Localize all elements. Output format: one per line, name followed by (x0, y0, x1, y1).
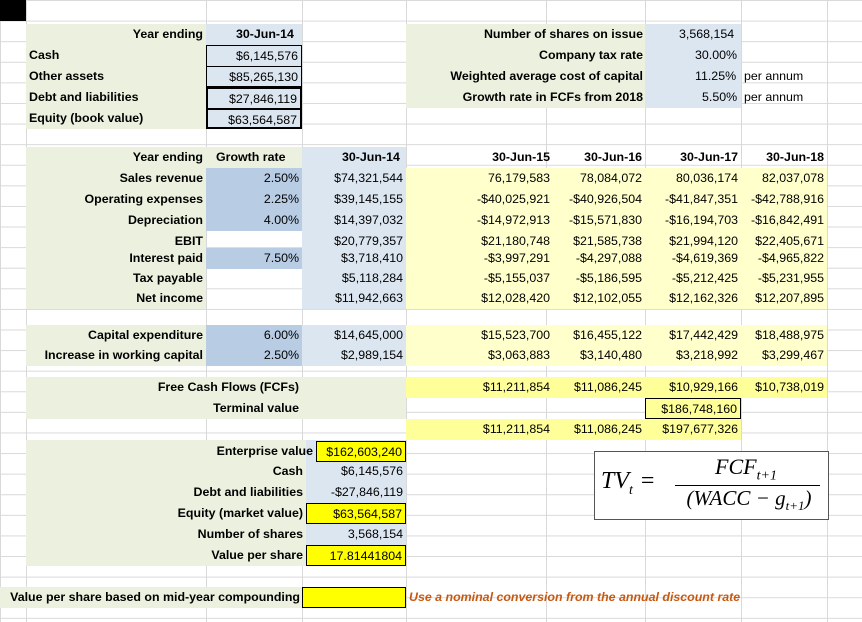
opex-2016[interactable]: -$40,926,504 (568, 192, 642, 206)
formula-lhs-sub: t (629, 482, 633, 498)
working-capital-2018[interactable]: $3,299,467 (761, 348, 824, 362)
fcf-label: Free Cash Flows (FCFs) (157, 380, 299, 394)
tax-payable-2016[interactable]: -$5,186,595 (575, 271, 642, 285)
fcf-2016[interactable]: $11,086,245 (574, 380, 642, 394)
interest-2016[interactable]: -$4,297,088 (575, 251, 642, 265)
valuation-debt-label: Debt and liabilities (193, 485, 303, 499)
net-income-2018[interactable]: $12,207,895 (755, 291, 824, 305)
total-2017[interactable]: $197,677,326 (662, 422, 738, 436)
terminal-value[interactable]: $186,748,160 (645, 398, 741, 419)
opex-2015[interactable]: -$40,025,921 (476, 192, 550, 206)
fcf-2015[interactable]: $11,211,854 (482, 380, 550, 394)
midyear-note: Use a nominal conversion from the annual discount rate (409, 590, 741, 604)
fcf-2018[interactable]: $10,738,019 (755, 380, 824, 394)
midyear-value[interactable] (302, 587, 406, 608)
net-income-2014[interactable]: $11,942,663 (335, 291, 403, 305)
interest-2018[interactable]: -$4,965,822 (757, 251, 824, 265)
depreciation-2017[interactable]: -$16,194,703 (664, 213, 738, 227)
sales-2017[interactable]: 80,036,174 (675, 171, 738, 185)
formula-numerator: FCF (715, 454, 757, 479)
tax-payable-2017[interactable]: -$5,212,425 (671, 271, 738, 285)
opex-label: Operating expenses (84, 192, 203, 206)
total-2015[interactable]: $11,211,854 (482, 422, 550, 436)
opex-growth[interactable]: 2.25% (263, 192, 299, 206)
growth-unit: per annum (744, 90, 804, 104)
wacc-value[interactable]: 11.25% (695, 69, 737, 83)
tax-rate-label: Company tax rate (539, 48, 643, 62)
tax-payable-label: Tax payable (132, 271, 203, 285)
total-2016[interactable]: $11,086,245 (574, 422, 642, 436)
sales-2014[interactable]: $74,321,544 (334, 171, 403, 185)
equity-market-value[interactable]: $63,564,587 (306, 503, 406, 524)
debt-value[interactable]: $27,846,119 (206, 87, 302, 108)
ebit-2015[interactable]: $21,180,748 (481, 234, 550, 248)
forecast-year-label: Year ending (132, 150, 203, 164)
fcf-2017[interactable]: $10,929,166 (669, 380, 738, 394)
capex-2017[interactable]: $17,442,429 (669, 328, 738, 342)
opex-2014[interactable]: $39,145,155 (334, 192, 403, 206)
year-header-2018: 30-Jun-18 (766, 150, 824, 164)
formula-denominator-close: ) (804, 486, 812, 510)
working-capital-2014[interactable]: $2,989,154 (340, 348, 403, 362)
midyear-label: Value per share based on mid-year compounding (10, 590, 300, 604)
cash-value[interactable]: $6,145,576 (206, 45, 302, 66)
capex-label: Capital expenditure (88, 328, 203, 342)
tax-payable-2015[interactable]: -$5,155,037 (483, 271, 550, 285)
equity-book-value[interactable]: $63,564,587 (206, 108, 302, 129)
net-income-label: Net income (136, 291, 203, 305)
year-ending-label: Year ending (132, 27, 203, 41)
valuation-cash-label: Cash (272, 464, 303, 478)
sales-2015[interactable]: 76,179,583 (487, 171, 550, 185)
year-header-2015: 30-Jun-15 (492, 150, 550, 164)
sales-2016[interactable]: 78,084,072 (579, 171, 642, 185)
working-capital-label: Increase in working capital (44, 348, 203, 362)
tax-payable-2018[interactable]: -$5,231,955 (757, 271, 824, 285)
terminal-value-formula[interactable] (594, 451, 829, 520)
depreciation-growth[interactable]: 4.00% (263, 213, 299, 227)
capex-growth[interactable]: 6.00% (263, 328, 299, 342)
growth-rate-value[interactable]: 5.50% (702, 90, 738, 104)
net-income-2017[interactable]: $12,162,326 (669, 291, 738, 305)
sales-2018[interactable]: 82,037,078 (761, 171, 824, 185)
interest-2015[interactable]: -$3,997,291 (483, 251, 550, 265)
shares-on-issue-value[interactable]: 3,568,154 (679, 27, 735, 41)
year-header-2017: 30-Jun-17 (680, 150, 738, 164)
working-capital-2015[interactable]: $3,063,883 (487, 348, 550, 362)
ebit-label: EBIT (174, 234, 203, 248)
enterprise-value-label: Enterprise value (216, 444, 313, 458)
year-header-2016: 30-Jun-16 (584, 150, 642, 164)
capex-2018[interactable]: $18,488,975 (755, 328, 824, 342)
opex-2017[interactable]: -$41,847,351 (664, 192, 738, 206)
depreciation-2018[interactable]: -$16,842,491 (750, 213, 824, 227)
depreciation-2015[interactable]: -$14,972,913 (476, 213, 550, 227)
interest-2017[interactable]: -$4,619,369 (671, 251, 738, 265)
other-assets-value[interactable]: $85,265,130 (206, 66, 302, 87)
growth-rate-label: Growth rate in FCFs from 2018 (462, 90, 643, 104)
enterprise-value[interactable]: $162,603,240 (316, 441, 406, 462)
tax-rate-value[interactable]: 30.00% (695, 48, 738, 62)
capex-2014[interactable]: $14,645,000 (334, 328, 403, 342)
ebit-2014[interactable]: $20,779,357 (334, 234, 403, 248)
capex-2016[interactable]: $16,455,122 (573, 328, 642, 342)
other-assets-label: Other assets (29, 69, 105, 83)
value-per-share-label: Value per share (211, 548, 303, 562)
working-capital-2016[interactable]: $3,140,480 (579, 348, 642, 362)
formula-numerator-sub: t+1 (756, 468, 777, 484)
wacc-label: Weighted average cost of capital (450, 69, 643, 83)
valuation-debt-value[interactable]: -$27,846,119 (330, 485, 403, 499)
interest-2014[interactable]: $3,718,410 (340, 251, 403, 265)
net-income-2016[interactable]: $12,102,055 (573, 291, 642, 305)
ebit-2016[interactable]: $21,585,738 (573, 234, 642, 248)
growth-rate-header: Growth rate (216, 150, 286, 164)
interest-label: Interest paid (129, 251, 203, 265)
value-per-share-value[interactable]: 17.81441804 (306, 545, 406, 566)
net-income-2015[interactable]: $12,028,420 (481, 291, 550, 305)
formula-equals: = (640, 468, 655, 494)
depreciation-label: Depreciation (127, 213, 203, 227)
formula-lhs: TV (601, 468, 630, 494)
sales-revenue-label: Sales revenue (119, 171, 203, 185)
year-ending-value[interactable]: 30-Jun-14 (236, 27, 294, 41)
depreciation-2014[interactable]: $14,397,032 (334, 213, 403, 227)
equity-book-label: Equity (book value) (29, 111, 144, 125)
cash-label: Cash (29, 48, 60, 62)
number-of-shares-label: Number of shares (197, 527, 303, 541)
ebit-2017[interactable]: $21,994,120 (669, 234, 738, 248)
capex-2015[interactable]: $15,523,700 (481, 328, 550, 342)
year-header-2014: 30-Jun-14 (342, 150, 400, 164)
sales-growth[interactable]: 2.50% (263, 171, 299, 185)
equity-market-label: Equity (market value) (177, 506, 303, 520)
working-capital-2017[interactable]: $3,218,992 (675, 348, 738, 362)
shares-on-issue-label: Number of shares on issue (483, 27, 643, 41)
formula-denominator-sub: t+1 (785, 498, 805, 514)
opex-2018[interactable]: -$42,788,916 (750, 192, 824, 206)
number-of-shares-value[interactable]: 3,568,154 (347, 527, 403, 541)
wacc-unit: per annum (744, 69, 804, 83)
select-all-corner[interactable] (0, 0, 26, 21)
interest-growth[interactable]: 7.50% (263, 251, 299, 265)
ebit-2018[interactable]: $22,405,671 (755, 234, 824, 248)
depreciation-2016[interactable]: -$15,571,830 (568, 213, 642, 227)
valuation-cash-value[interactable]: $6,145,576 (340, 464, 403, 478)
formula-denominator: (WACC − g (686, 486, 786, 510)
debt-label: Debt and liabilities (29, 90, 139, 104)
tax-payable-2014[interactable]: $5,118,284 (341, 271, 403, 285)
terminal-value-label: Terminal value (213, 401, 299, 415)
working-capital-growth[interactable]: 2.50% (263, 348, 299, 362)
